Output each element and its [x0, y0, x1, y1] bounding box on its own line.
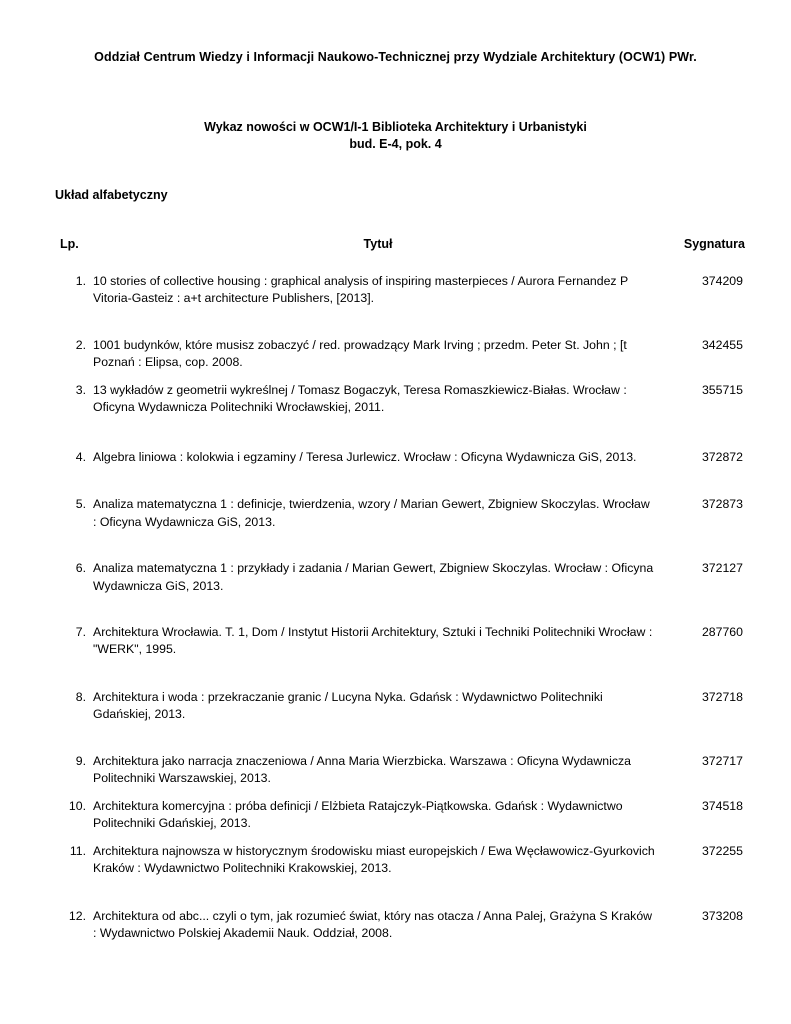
row-number: 6. [75, 561, 86, 576]
heading-line-2: bud. E-4, pok. 4 [349, 136, 442, 151]
row-title: 1001 budynków, które musisz zobaczyć / red. prowadzący Mark Irving ; przedm. Peter St. John ; [t Poznań : Elipsa, cop. 2008. [93, 337, 627, 370]
row-title: Architektura i woda : przekraczanie granic / Lucyna Nyka. Gdańsk : Wydawnictwo Politechniki Gdańskiej, 2013. [93, 689, 603, 722]
column-header-title: Tytuł [363, 237, 393, 251]
row-number: 7. [75, 624, 86, 639]
row-signature: 374518 [701, 798, 743, 813]
row-title: Architektura najnowsza w historycznym środowisku miast europejskich / Ewa Węcławowicz-Gyurkovich Kraków : Wydawnictwo Politechniki Krakowskiej, 2013. [93, 843, 655, 876]
heading-line-1: Wykaz nowości w OCW1/I-1 Biblioteka Architektury i Urbanistyki [204, 120, 587, 134]
organization-title: Oddział Centrum Wiedzy i Informacji Naukowo-Technicznej przy Wydziale Architektury (OCW1) PWr. [94, 50, 697, 64]
row-signature: 372127 [701, 561, 743, 576]
row-signature: 374209 [701, 274, 743, 288]
column-header-signature: Sygnatura [683, 237, 745, 251]
row-signature: 287760 [701, 624, 743, 639]
row-signature: 342455 [701, 337, 743, 352]
row-title: Analiza matematyczna 1 : przykłady i zadania / Marian Gewert, Zbigniew Skoczylas. Wrocław : Oficyna Wydawnicza GiS, 2013. [93, 561, 654, 593]
row-signature: 373208 [701, 908, 743, 923]
row-signature: 355715 [701, 382, 743, 397]
table-row [55, 624, 745, 659]
table-row [55, 382, 745, 417]
row-number: 4. [75, 449, 86, 464]
row-signature: 372718 [701, 689, 743, 704]
row-number: 10. [68, 798, 86, 813]
row-number: 5. [75, 497, 86, 512]
row-signature: 372873 [701, 497, 743, 512]
table-row [55, 560, 745, 595]
table-row [55, 843, 745, 878]
row-number: 11. [69, 843, 86, 858]
row-title: Architektura od abc... czyli o tym, jak rozumieć świat, który nas otacza / Anna Palej, Grażyna S Kraków : Wydawnictwo Polskiej Akademii Nauk. Oddział, 2008. [93, 908, 653, 940]
row-title: Architektura komercyjna : próba definicji / Elżbieta Ratajczyk-Piątkowska. Gdańsk : Wydawnictwo Politechniki Gdańskiej, 2013. [93, 798, 623, 831]
table-row [55, 449, 745, 466]
table-row [55, 273, 745, 308]
table-row [55, 798, 745, 833]
table-row [55, 753, 745, 788]
table-row [55, 337, 745, 372]
table-header-row [55, 237, 745, 261]
column-header-lp: Lp. [60, 237, 79, 251]
row-title: Algebra liniowa : kolokwia i egzaminy / Teresa Jurlewicz. Wrocław : Oficyna Wydawnicza GiS, 2013. [93, 449, 637, 464]
row-title: Architektura Wrocławia. T. 1, Dom / Instytut Historii Architektury, Sztuki i Techniki Politechniki Wrocław : "WERK", 1995. [93, 624, 653, 657]
table-body [55, 273, 745, 942]
row-signature: 372872 [701, 449, 743, 464]
row-title: Analiza matematyczna 1 : definicje, twierdzenia, wzory / Marian Gewert, Zbigniew Skoczylas. Wrocław : Oficyna Wydawnicza GiS, 2013. [93, 497, 650, 529]
row-signature: 372255 [701, 843, 743, 858]
row-title: Architektura jako narracja znaczeniowa / Anna Maria Wierzbicka. Warszawa : Oficyna Wydawnicza Politechniki Warszawskiej, 2013. [93, 753, 631, 786]
row-number: 8. [75, 689, 86, 704]
new-acquisitions-table [55, 237, 745, 942]
row-signature: 372717 [701, 753, 743, 768]
document-heading [0, 119, 791, 153]
row-title: 13 wykładów z geometrii wykreślnej / Tomasz Bogaczyk, Teresa Romaszkiewicz-Białas. Wrocław : Oficyna Wydawnicza Politechniki Wrocławskiej, 2011. [93, 382, 627, 415]
table-row [55, 496, 745, 531]
table-row [55, 689, 745, 724]
table-row [55, 908, 745, 943]
row-title: 10 stories of collective housing : graphical analysis of inspiring masterpieces / Aurora Fernandez P Vitoria-Gasteiz : a+t architecture Publishers, [2013]. [93, 274, 628, 306]
row-number: 3. [75, 382, 86, 397]
row-number: 2. [75, 337, 86, 352]
row-number: 1. [75, 274, 86, 288]
row-number: 12. [68, 908, 86, 923]
row-number: 9. [75, 753, 86, 768]
arrangement-label: Układ alfabetyczny [55, 188, 168, 202]
